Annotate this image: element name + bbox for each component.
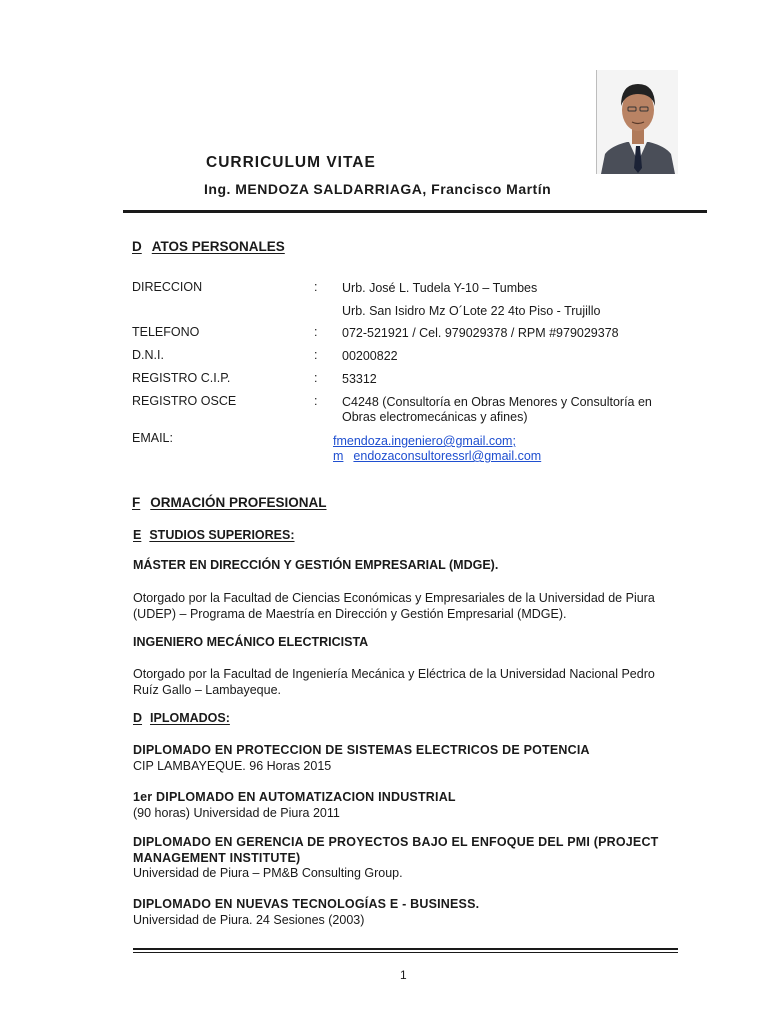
email-1-text[interactable]: fmendoza.ingeniero@gmail.com;: [333, 434, 516, 448]
telefono-value: 072-521921 / Cel. 979029378 / RPM #979029378: [342, 326, 619, 340]
colon: :: [314, 371, 318, 385]
diplomado-2-detail: (90 horas) Universidad de Piura 2011: [133, 806, 340, 820]
section-heading-formacion-profesional: F ORMACIÓN PROFESIONAL: [132, 495, 327, 510]
osce-label: REGISTRO OSCE: [132, 394, 237, 408]
direccion-value-1: Urb. José L. Tudela Y-10 – Tumbes: [342, 281, 538, 295]
profile-photo: [596, 70, 678, 174]
osce-value-1: C4248 (Consultoría en Obras Menores y Consultoría en: [342, 395, 652, 409]
diplomado-2-title: 1er DIPLOMADO EN AUTOMATIZACION INDUSTRIAL: [133, 790, 456, 804]
dni-value: 00200822: [342, 349, 398, 363]
ingeniero-description-2: Ruíz Gallo – Lambayeque.: [133, 683, 282, 697]
subheading-diplomados: D IPLOMADOS:: [133, 711, 230, 725]
section-heading-datos-personales: D ATOS PERSONALES: [132, 239, 285, 254]
cip-label: REGISTRO C.I.P.: [132, 371, 231, 385]
diplomado-3-title-line-2: MANAGEMENT INSTITUTE): [133, 851, 301, 865]
diplomado-1-title: DIPLOMADO EN PROTECCION DE SISTEMAS ELECTRICOS DE POTENCIA: [133, 743, 590, 757]
person-portrait-icon: [597, 70, 678, 174]
direccion-label: DIRECCION: [132, 280, 203, 294]
diplomado-1-detail: CIP LAMBAYEQUE. 96 Horas 2015: [133, 759, 332, 773]
header-divider: [123, 210, 707, 213]
diplomado-3-detail: Universidad de Piura – PM&B Consulting Group.: [133, 866, 403, 880]
osce-value-2: Obras electromecánicas y afines): [342, 410, 528, 424]
colon: :: [314, 325, 318, 339]
email-2-initial[interactable]: m: [333, 449, 344, 463]
master-description-2: (UDEP) – Programa de Maestría en Dirección y Gestión Empresarial (MDGE).: [133, 607, 567, 621]
page-number: 1: [400, 968, 407, 982]
diplomado-4-title: DIPLOMADO EN NUEVAS TECNOLOGÍAS E - BUSINESS.: [133, 897, 480, 911]
email-2-text[interactable]: endozaconsultoressrl@gmail.com: [353, 449, 542, 463]
dni-label: D.N.I.: [132, 348, 164, 362]
diplomado-3-title: DIPLOMADO EN GERENCIA DE PROYECTOS BAJO EL ENFOQUE DEL PMI (PROJECT: [133, 835, 659, 849]
footer-divider-thin: [133, 952, 678, 953]
telefono-label: TELEFONO: [132, 325, 200, 339]
direccion-value-2: Urb. San Isidro Mz O´Lote 22 4to Piso - Trujillo: [342, 304, 601, 318]
colon: :: [314, 280, 318, 294]
subheading-estudios-superiores: E STUDIOS SUPERIORES:: [133, 528, 295, 542]
cip-value: 53312: [342, 372, 377, 386]
email-link-2[interactable]: [333, 447, 541, 465]
colon: :: [314, 348, 318, 362]
ingeniero-description-1: Otorgado por la Facultad de Ingeniería Mecánica y Eléctrica de la Universidad Nacional Pedro: [133, 667, 655, 681]
master-title: MÁSTER EN DIRECCIÓN Y GESTIÓN EMPRESARIAL (MDGE).: [133, 558, 499, 572]
diplomado-4-detail: Universidad de Piura. 24 Sesiones (2003): [133, 913, 365, 927]
email-label: EMAIL:: [132, 431, 173, 445]
colon: :: [314, 394, 318, 408]
master-description-1: Otorgado por la Facultad de Ciencias Económicas y Empresariales de la Universidad de Piura: [133, 591, 655, 605]
document-title: CURRICULUM VITAE: [206, 154, 376, 171]
candidate-name: Ing. MENDOZA SALDARRIAGA, Francisco Martín: [204, 181, 552, 197]
footer-divider: [133, 948, 678, 950]
ingeniero-title: INGENIERO MECÁNICO ELECTRICISTA: [133, 635, 369, 649]
